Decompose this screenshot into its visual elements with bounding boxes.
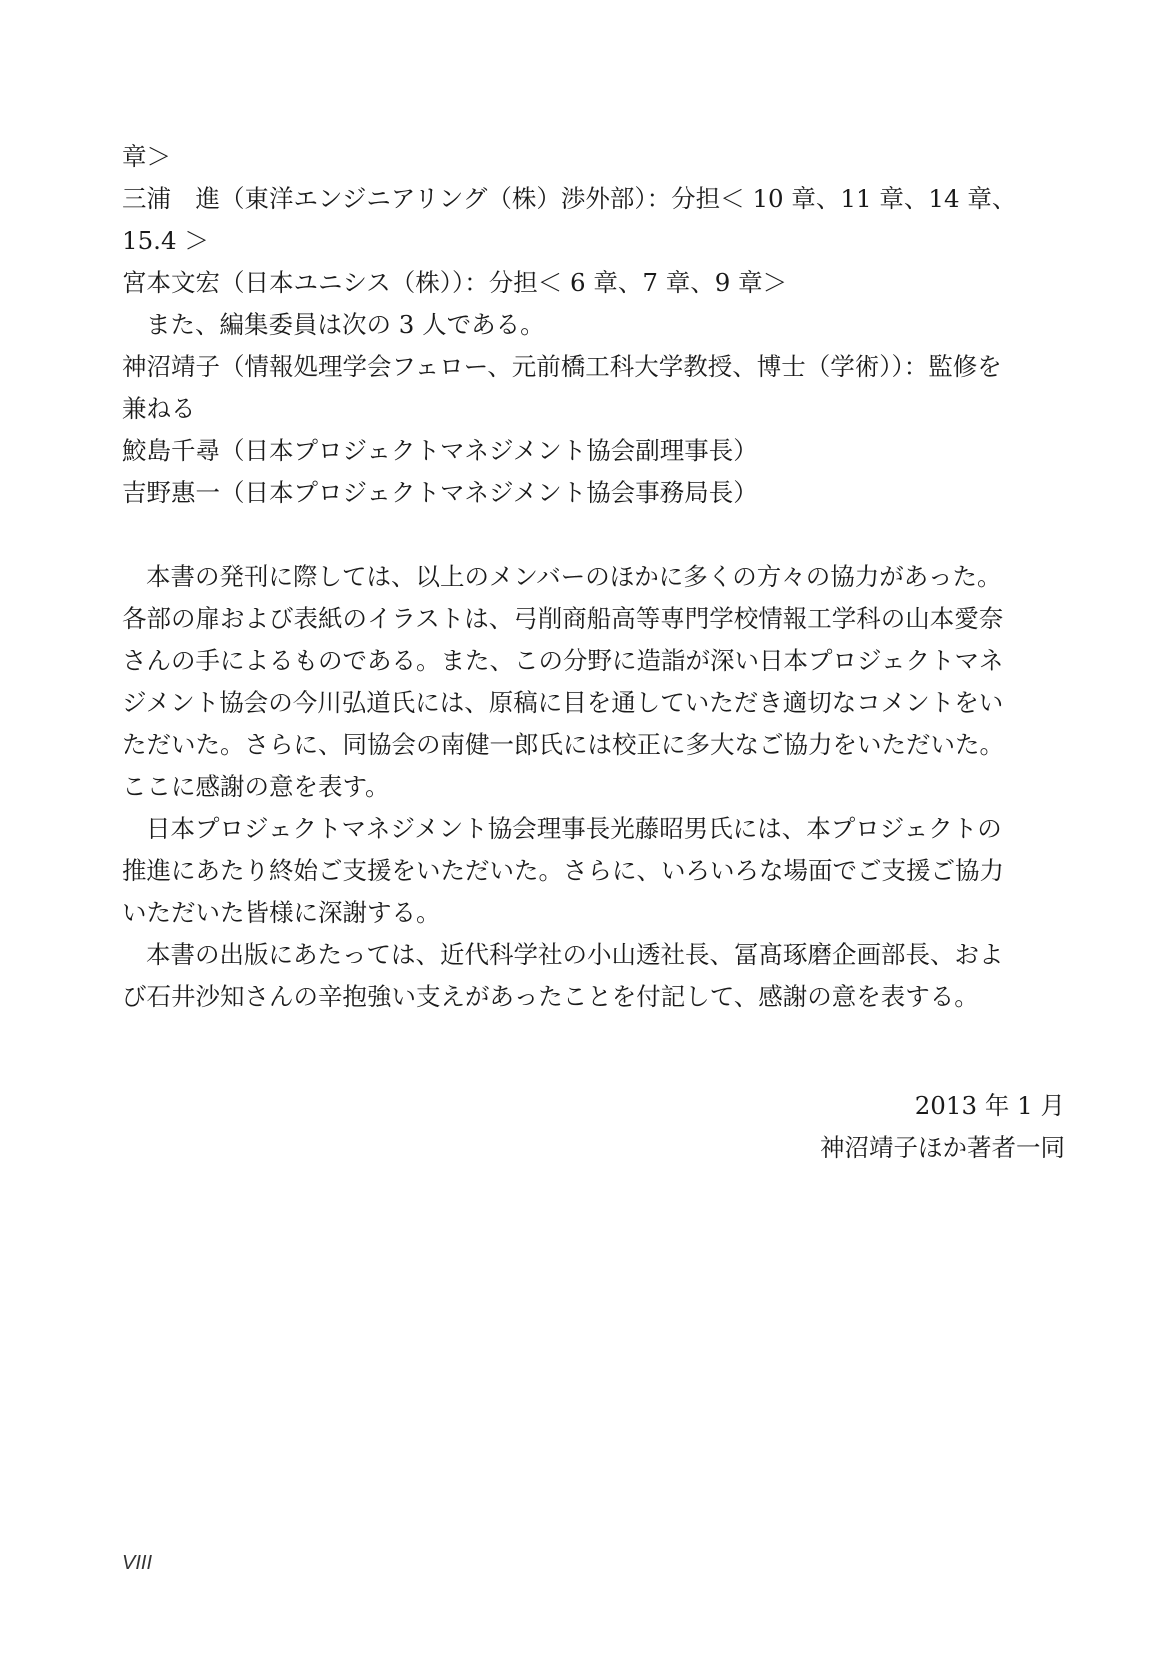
text-line: 神沼靖子（情報処理学会フェロー、元前橋工科大学教授、博士（学術））：監修を — [122, 352, 1002, 381]
text-line: び石井沙知さんの辛抱強い支えがあったことを付記して、感謝の意を表する。 — [122, 982, 979, 1011]
text-line: ここに感謝の意を表す。 — [122, 772, 390, 801]
text-line: いただいた皆様に深謝する。 — [122, 898, 441, 927]
text-line: 本書の発刊に際しては、以上のメンバーのほかに多くの方々の協力があった。 — [146, 562, 1002, 591]
signature-authors: 神沼靖子ほか著者一同 — [820, 1133, 1065, 1162]
text-line: 鮫島千尋（日本プロジェクトマネジメント協会副理事長） — [122, 436, 758, 465]
text-line: 日本プロジェクトマネジメント協会理事長光藤昭男氏には、本プロジェクトの — [146, 814, 1002, 843]
page-number: VIII — [122, 1552, 153, 1574]
text-line: ただいた。さらに、同協会の南健一郎氏には校正に多大なご協力をいただいた。 — [122, 730, 1004, 759]
text-line: 兼ねる — [122, 394, 196, 423]
text-line: 各部の扉および表紙のイラストは、弓削商船高等専門学校情報工学科の山本愛奈 — [122, 604, 1004, 633]
text-line: 三浦 進（東洋エンジニアリング（株）渉外部）：分担＜ 10 章、11 章、14 章、 — [122, 184, 1017, 213]
text-line: ジメント協会の今川弘道氏には、原稿に目を通していただき適切なコメントをい — [122, 688, 1004, 717]
body-text — [122, 136, 1046, 1018]
text-line: 推進にあたり終始ご支援をいただいた。さらに、いろいろな場面でご支援ご協力 — [122, 856, 1004, 885]
text-line: 15.4 ＞ — [122, 226, 209, 255]
text-line: また、編集委員は次の 3 人である。 — [146, 310, 545, 339]
signature-block — [820, 1085, 1065, 1169]
signature-date: 2013 年 1 月 — [914, 1091, 1065, 1120]
text-line: 本書の出版にあたっては、近代科学社の小山透社長、冨髙琢磨企画部長、およ — [146, 940, 1004, 969]
paragraph-gap — [122, 514, 1046, 556]
text-line: 吉野惠一（日本プロジェクトマネジメント協会事務局長） — [122, 478, 758, 507]
text-line: 宮本文宏（日本ユニシス（株））：分担＜ 6 章、7 章、9 章＞ — [122, 268, 788, 297]
text-line: さんの手によるものである。また、この分野に造詣が深い日本プロジェクトマネ — [122, 646, 1004, 675]
text-line: 章＞ — [122, 142, 171, 171]
